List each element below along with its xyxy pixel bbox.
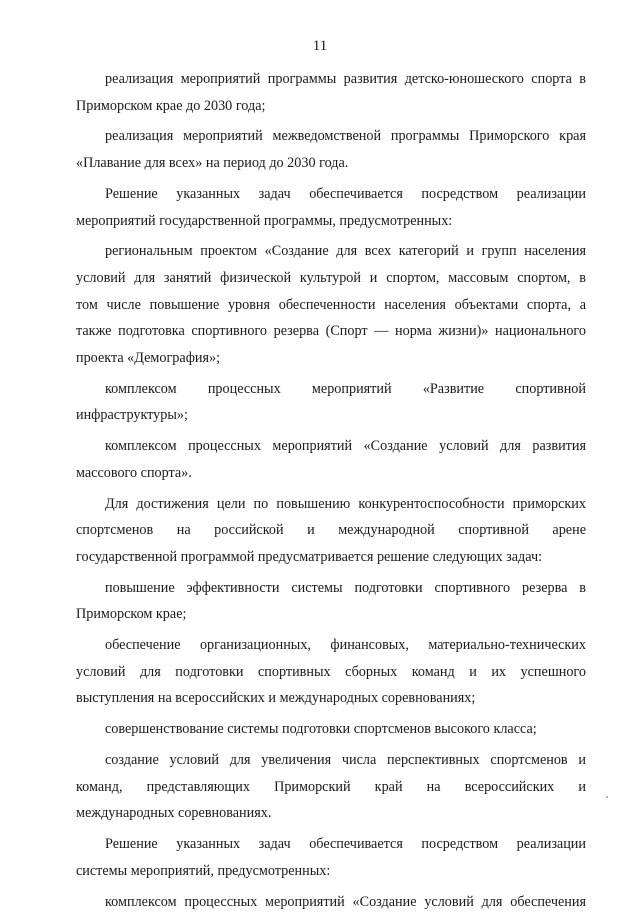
paragraph-line: условий для подготовки спортивных сборных команд и их успешного — [76, 663, 586, 680]
paragraph-line: комплексом процессных мероприятий «Развитие спортивной — [105, 380, 586, 397]
paragraph-line: условий для занятий физической культурой и спортом, массовым спортом, в — [76, 270, 586, 287]
paragraph-line: Решение указанных задач обеспечивается посредством реализации — [105, 836, 586, 853]
scan-speck — [606, 796, 608, 798]
paragraph-line: инфраструктуры»; — [76, 407, 188, 424]
paragraph-line: Приморском крае до 2030 года; — [76, 97, 266, 114]
paragraph — [76, 238, 586, 371]
paragraph-line: массового спорта». — [76, 464, 192, 481]
paragraph-line: реализация мероприятий программы развития детско-юношеского спорта в — [105, 71, 586, 87]
paragraph — [76, 889, 586, 916]
paragraph — [76, 575, 586, 628]
paragraph-line: совершенствование системы подготовки спортсменов высокого класса; — [105, 721, 537, 738]
paragraph-line: комплексом процессных мероприятий «Создание условий для обеспечения — [105, 893, 586, 910]
paragraph — [76, 831, 586, 884]
paragraph — [76, 716, 586, 743]
document-body — [76, 66, 586, 920]
paragraph-line: мероприятий государственной программы, предусмотренных: — [76, 212, 453, 229]
paragraph-line: выступления на всероссийских и международных соревнованиях; — [76, 690, 476, 707]
paragraph — [76, 66, 586, 119]
paragraph-line: спортсменов на российской и международной спортивной арене — [76, 522, 586, 539]
paragraph — [76, 747, 586, 827]
page-number: 11 — [312, 38, 328, 54]
paragraph-line: международных соревнованиях. — [76, 805, 272, 822]
paragraph-line: системы мероприятий, предусмотренных: — [76, 862, 331, 879]
paragraph-line: том числе повышение уровня обеспеченности населения объектами спорта, а — [76, 296, 586, 313]
paragraph-line: обеспечение организационных, финансовых, материально-технических — [105, 637, 586, 654]
paragraph-line: реализация мероприятий межведомственой программы Приморского края — [105, 128, 586, 145]
paragraph-line: создание условий для увеличения числа перспективных спортсменов и — [105, 752, 586, 769]
paragraph-line: региональным проектом «Создание для всех категорий и групп населения — [105, 243, 586, 260]
paragraph-line: Для достижения цели по повышению конкурентоспособности приморских — [105, 495, 586, 512]
paragraph — [76, 181, 586, 234]
paragraph-line: комплексом процессных мероприятий «Создание условий для развития — [105, 438, 586, 455]
paragraph-line: «Плавание для всех» на период до 2030 года. — [76, 155, 349, 172]
paragraph — [76, 123, 586, 176]
paragraph — [76, 632, 586, 712]
paragraph-line: Приморском крае; — [76, 606, 187, 623]
paragraph-line: Решение указанных задач обеспечивается посредством реализации — [105, 185, 586, 202]
paragraph-line: повышение эффективности системы подготовки спортивного резерва в — [105, 579, 586, 596]
paragraph — [76, 433, 586, 486]
paragraph-line: также подготовка спортивного резерва (Спорт — норма жизни)» национального — [76, 323, 586, 340]
paragraph — [76, 491, 586, 571]
paragraph — [76, 376, 586, 429]
paragraph-line: государственной программой предусматривается решение следующих задач: — [76, 548, 543, 565]
paragraph-line: проекта «Демография»; — [76, 349, 221, 366]
paragraph-line: команд, представляющих Приморский край на всероссийских и — [76, 778, 586, 795]
